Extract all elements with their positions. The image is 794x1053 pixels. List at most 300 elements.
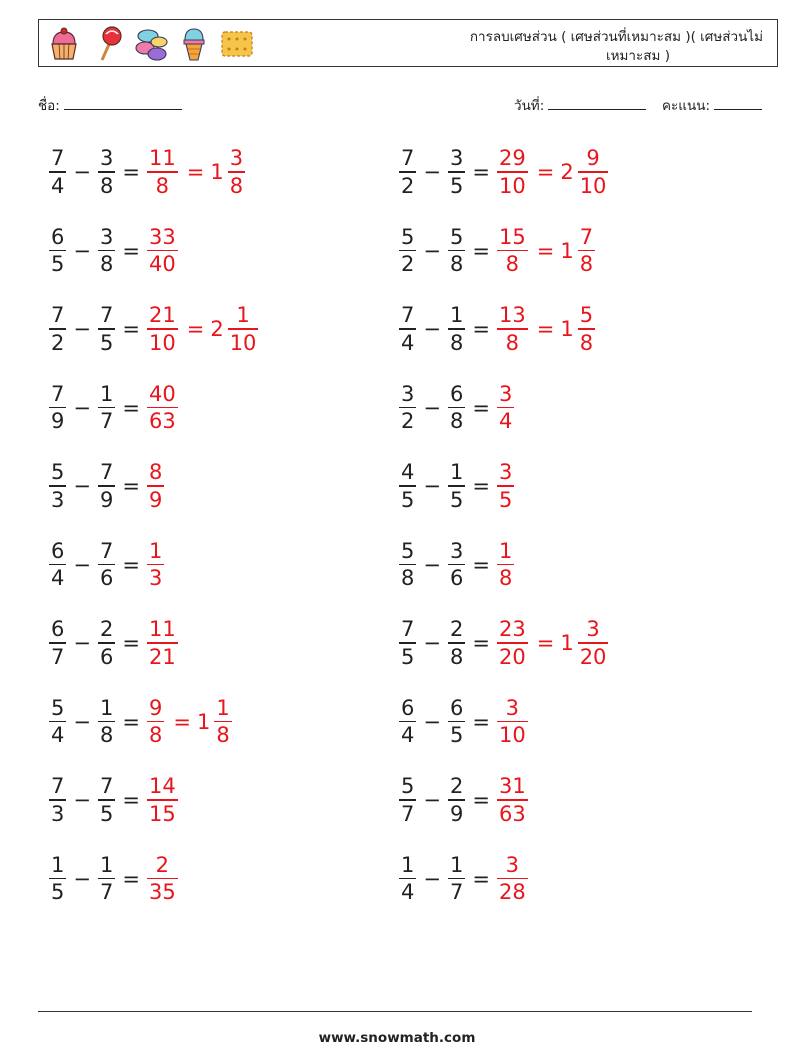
answer-equals-sign: = (186, 317, 205, 341)
equals-sign: = (472, 238, 490, 263)
numerator: 33 (148, 224, 176, 249)
subtrahend-fraction (448, 852, 465, 906)
numerator: 3 (449, 146, 464, 171)
minuend-fraction (49, 695, 66, 749)
cracker-icon (219, 28, 255, 60)
numerator: 8 (148, 460, 163, 485)
problem-item (396, 216, 598, 286)
answer-fraction (497, 381, 514, 435)
mixed-whole: 2 (560, 160, 574, 184)
mixed-number (210, 302, 261, 356)
denominator: 5 (449, 173, 464, 198)
minuend-fraction (399, 302, 416, 356)
numerator: 5 (401, 224, 415, 249)
answer-fraction (497, 773, 528, 827)
subtrahend-fraction (448, 773, 465, 827)
denominator: 5 (99, 330, 114, 355)
denominator: 8 (155, 173, 170, 198)
minuend-fraction (399, 695, 416, 749)
answer (494, 538, 517, 592)
problem-item (46, 530, 167, 600)
numerator: 1 (449, 303, 464, 328)
numerator: 23 (498, 617, 526, 642)
answer (494, 145, 611, 199)
answer-equals-sign: = (536, 238, 555, 263)
answer-equals-sign: = (536, 160, 555, 184)
answer-fraction (497, 302, 528, 356)
equals-sign: = (472, 395, 490, 420)
answer-fraction (147, 145, 178, 199)
denominator: 10 (229, 330, 257, 355)
title-line-1: การลบเศษส่วน ( เศษส่วนที่เหมาะสม )( เศษส่วนไม่ (469, 29, 763, 45)
answer (494, 302, 598, 356)
denominator: 5 (498, 487, 513, 512)
numerator: 1 (216, 695, 230, 720)
denominator: 7 (99, 880, 114, 905)
problem-item (46, 216, 181, 286)
numerator: 11 (148, 617, 176, 642)
denominator: 8 (99, 252, 114, 277)
mixed-fraction (578, 616, 609, 670)
answer (494, 852, 531, 906)
minuend-fraction (49, 616, 66, 670)
numerator: 1 (401, 852, 415, 877)
denominator: 35 (148, 880, 176, 905)
equals-sign: = (472, 788, 490, 812)
problem-item (396, 765, 531, 835)
header-icons (47, 24, 255, 64)
denominator: 5 (449, 723, 464, 748)
equals-sign: = (472, 552, 490, 577)
equals-sign: = (122, 709, 140, 734)
numerator: 7 (99, 538, 114, 563)
answer (494, 459, 517, 513)
minus-sign: − (73, 866, 91, 891)
answer (144, 616, 181, 670)
denominator: 9 (449, 801, 464, 826)
denominator: 8 (505, 330, 520, 355)
numerator: 5 (401, 538, 415, 563)
numerator: 11 (148, 146, 176, 171)
minus-sign: − (73, 160, 91, 184)
score-label: คะแนน: (662, 98, 710, 114)
minus-sign: − (423, 709, 441, 734)
macaron-icon (135, 26, 169, 62)
minus-sign: − (73, 788, 91, 812)
subtrahend-fraction (448, 616, 465, 670)
lollipop-icon (93, 26, 123, 62)
footer-divider (38, 1011, 752, 1012)
mixed-fraction (214, 695, 231, 749)
numerator: 5 (51, 460, 65, 485)
numerator: 3 (586, 617, 600, 642)
mixed-whole: 1 (560, 631, 574, 655)
subtrahend-fraction (448, 145, 465, 199)
answer-fraction (497, 224, 528, 278)
denominator: 4 (498, 409, 513, 434)
denominator: 10 (498, 173, 526, 198)
subtrahend-fraction (98, 224, 115, 278)
numerator: 1 (51, 852, 65, 877)
minuend-fraction (399, 381, 416, 435)
denominator: 8 (401, 566, 415, 591)
subtrahend-fraction (98, 773, 115, 827)
problem-item (46, 294, 261, 364)
denominator: 9 (51, 409, 65, 434)
denominator: 8 (505, 252, 520, 277)
denominator: 5 (51, 880, 65, 905)
numerator: 7 (99, 460, 114, 485)
equals-sign: = (122, 160, 140, 184)
mixed-whole: 1 (210, 160, 224, 184)
minuend-fraction (399, 145, 416, 199)
score-blank[interactable] (714, 95, 762, 110)
mixed-whole: 2 (210, 317, 224, 341)
numerator: 7 (99, 303, 114, 328)
denominator: 63 (148, 409, 176, 434)
numerator: 6 (51, 617, 65, 642)
problem-item (46, 451, 167, 521)
denominator: 8 (229, 173, 244, 198)
subtrahend-fraction (98, 616, 115, 670)
denominator: 8 (99, 173, 114, 198)
answer (144, 381, 181, 435)
subtrahend-fraction (98, 852, 115, 906)
minus-sign: − (423, 238, 441, 263)
minus-sign: − (423, 788, 441, 812)
numerator: 7 (401, 146, 415, 171)
numerator: 3 (99, 146, 114, 171)
denominator: 3 (148, 566, 163, 591)
mixed-whole: 1 (560, 238, 574, 263)
minuend-fraction (399, 538, 416, 592)
answer-fraction (147, 224, 178, 278)
problem-item (46, 844, 181, 914)
numerator: 3 (401, 381, 415, 406)
denominator: 5 (449, 487, 464, 512)
minuend-fraction (399, 852, 416, 906)
name-blank[interactable] (64, 95, 182, 110)
answer-fraction (147, 302, 178, 356)
answer (144, 538, 167, 592)
denominator: 63 (498, 801, 526, 826)
numerator: 3 (498, 381, 513, 406)
denominator: 5 (401, 487, 415, 512)
subtrahend-fraction (98, 381, 115, 435)
denominator: 4 (401, 880, 415, 905)
subtrahend-fraction (448, 302, 465, 356)
equals-sign: = (472, 474, 490, 498)
mixed-number (560, 224, 598, 278)
answer-fraction (497, 616, 528, 670)
answer-fraction (497, 459, 514, 513)
problem-item (396, 137, 611, 207)
answer-fraction (147, 381, 178, 435)
denominator: 6 (449, 566, 464, 591)
numerator: 1 (99, 852, 114, 877)
answer-fraction (147, 459, 164, 513)
numerator: 7 (51, 774, 65, 799)
mixed-fraction (228, 302, 259, 356)
problem-item (46, 137, 248, 207)
answer-fraction (147, 773, 178, 827)
minuend-fraction (49, 773, 66, 827)
minuend-fraction (399, 224, 416, 278)
answer-fraction (497, 145, 528, 199)
denominator: 9 (99, 487, 114, 512)
denominator: 2 (401, 252, 415, 277)
numerator: 15 (498, 224, 526, 249)
numerator: 21 (148, 303, 176, 328)
equals-sign: = (472, 631, 490, 655)
minuend-fraction (49, 459, 66, 513)
minus-sign: − (73, 709, 91, 734)
answer-fraction (497, 538, 514, 592)
denominator: 2 (401, 409, 415, 434)
numerator: 7 (51, 381, 65, 406)
denominator: 8 (216, 723, 230, 748)
denominator: 28 (498, 880, 526, 905)
numerator: 3 (498, 460, 513, 485)
denominator: 3 (51, 487, 65, 512)
mixed-whole: 1 (560, 317, 574, 341)
mixed-fraction (578, 145, 609, 199)
numerator: 7 (51, 303, 65, 328)
equals-sign: = (122, 317, 140, 341)
worksheet-title (383, 28, 763, 66)
equals-sign: = (122, 788, 140, 812)
footer-url: www.snowmath.com (318, 1030, 476, 1046)
answer-equals-sign: = (173, 709, 191, 734)
subtrahend-fraction (98, 538, 115, 592)
minus-sign: − (73, 474, 91, 498)
equals-sign: = (122, 552, 140, 577)
numerator: 2 (449, 617, 464, 642)
minus-sign: − (423, 160, 441, 184)
subtrahend-fraction (448, 224, 465, 278)
denominator: 10 (579, 173, 607, 198)
mixed-fraction (578, 224, 595, 278)
problem-item (396, 844, 531, 914)
minus-sign: − (73, 631, 91, 655)
denominator: 6 (99, 644, 114, 669)
subtrahend-fraction (448, 381, 465, 435)
equals-sign: = (122, 238, 140, 263)
minuend-fraction (399, 773, 416, 827)
minus-sign: − (423, 866, 441, 891)
subtrahend-fraction (98, 695, 115, 749)
answer (494, 695, 531, 749)
problem-item (396, 373, 517, 443)
answer-fraction (497, 852, 528, 906)
mixed-whole: 1 (196, 709, 211, 734)
problem-item (46, 687, 235, 757)
answer-fraction (147, 538, 164, 592)
minuend-fraction (49, 381, 66, 435)
numerator: 4 (401, 460, 415, 485)
denominator: 10 (148, 330, 176, 355)
minus-sign: − (73, 238, 91, 263)
numerator: 6 (51, 224, 65, 249)
denominator: 15 (148, 801, 176, 826)
date-label: วันที่: (514, 98, 545, 114)
equals-sign: = (472, 866, 490, 891)
denominator: 20 (579, 644, 607, 669)
answer-fraction (147, 695, 164, 749)
mixed-number (197, 695, 235, 749)
minus-sign: − (423, 317, 441, 341)
minuend-fraction (399, 616, 416, 670)
denominator: 5 (401, 644, 415, 669)
minuend-fraction (49, 145, 66, 199)
numerator: 5 (401, 774, 415, 799)
answer (144, 459, 167, 513)
answer (144, 302, 261, 356)
answer (144, 773, 181, 827)
minus-sign: − (73, 395, 91, 420)
equals-sign: = (122, 866, 140, 891)
subtrahend-fraction (98, 302, 115, 356)
numerator: 13 (498, 303, 526, 328)
worksheet-header (38, 19, 778, 67)
mixed-number (560, 616, 611, 670)
numerator: 31 (498, 774, 526, 799)
denominator: 4 (401, 723, 415, 748)
denominator: 5 (99, 801, 114, 826)
subtrahend-fraction (448, 695, 465, 749)
numerator: 1 (236, 303, 250, 328)
mixed-number (210, 145, 248, 199)
numerator: 3 (99, 224, 114, 249)
answer (494, 381, 517, 435)
numerator: 14 (148, 774, 176, 799)
numerator: 6 (449, 381, 464, 406)
answer (494, 773, 531, 827)
minus-sign: − (423, 631, 441, 655)
equals-sign: = (122, 474, 140, 498)
subtrahend-fraction (448, 459, 465, 513)
answer-fraction (147, 852, 178, 906)
answer (494, 616, 611, 670)
numerator: 1 (449, 852, 464, 877)
denominator: 8 (449, 409, 464, 434)
denominator: 8 (498, 566, 513, 591)
denominator: 20 (498, 644, 526, 669)
mixed-fraction (228, 145, 245, 199)
denominator: 8 (99, 723, 114, 748)
minus-sign: − (73, 317, 91, 341)
denominator: 2 (401, 173, 415, 198)
denominator: 5 (51, 252, 65, 277)
problem-item (46, 765, 181, 835)
numerator: 1 (498, 538, 513, 563)
numerator: 6 (51, 538, 65, 563)
denominator: 21 (148, 644, 176, 669)
numerator: 7 (401, 617, 415, 642)
name-label: ชื่อ: (38, 98, 60, 114)
answer-equals-sign: = (186, 160, 205, 184)
problem-item (396, 294, 598, 364)
numerator: 5 (579, 303, 594, 328)
numerator: 7 (51, 146, 65, 171)
equals-sign: = (122, 631, 140, 655)
denominator: 2 (51, 330, 65, 355)
numerator: 7 (99, 774, 114, 799)
denominator: 8 (148, 723, 163, 748)
answer (144, 695, 235, 749)
denominator: 9 (148, 487, 163, 512)
denominator: 6 (99, 566, 114, 591)
name-field (38, 94, 182, 116)
equals-sign: = (122, 395, 140, 420)
subtrahend-fraction (98, 459, 115, 513)
denominator: 7 (99, 409, 114, 434)
minuend-fraction (49, 538, 66, 592)
numerator: 9 (586, 146, 600, 171)
mixed-fraction (578, 302, 595, 356)
minuend-fraction (49, 302, 66, 356)
equals-sign: = (472, 317, 490, 341)
denominator: 8 (579, 330, 594, 355)
minus-sign: − (423, 395, 441, 420)
minuend-fraction (49, 852, 66, 906)
numerator: 6 (449, 695, 464, 720)
answer (144, 145, 248, 199)
numerator: 5 (51, 695, 65, 720)
cupcake-icon (47, 26, 81, 62)
mixed-number (560, 145, 611, 199)
numerator: 1 (148, 538, 163, 563)
minus-sign: − (423, 474, 441, 498)
numerator: 3 (505, 695, 520, 720)
mixed-number (560, 302, 598, 356)
minuend-fraction (399, 459, 416, 513)
denominator: 8 (449, 252, 464, 277)
denominator: 10 (498, 723, 526, 748)
denominator: 4 (51, 566, 65, 591)
date-field (514, 94, 646, 116)
denominator: 7 (51, 644, 65, 669)
numerator: 3 (229, 146, 244, 171)
subtrahend-fraction (448, 538, 465, 592)
problem-item (396, 530, 517, 600)
ice-cream-icon (181, 26, 207, 62)
answer (144, 224, 181, 278)
minuend-fraction (49, 224, 66, 278)
answer-fraction (147, 616, 178, 670)
numerator: 1 (449, 460, 464, 485)
problem-item (46, 373, 181, 443)
denominator: 8 (449, 330, 464, 355)
subtrahend-fraction (98, 145, 115, 199)
denominator: 4 (51, 173, 65, 198)
answer (494, 224, 598, 278)
numerator: 2 (99, 617, 114, 642)
numerator: 1 (99, 695, 114, 720)
answer-fraction (497, 695, 528, 749)
numerator: 3 (505, 852, 520, 877)
equals-sign: = (472, 160, 490, 184)
denominator: 3 (51, 801, 65, 826)
numerator: 2 (155, 852, 170, 877)
date-blank[interactable] (548, 95, 646, 110)
denominator: 4 (401, 330, 415, 355)
title-line-2: เหมาะสม ) (606, 48, 670, 64)
numerator: 1 (99, 381, 114, 406)
problem-item (46, 608, 181, 678)
denominator: 4 (51, 723, 65, 748)
problem-item (396, 608, 611, 678)
